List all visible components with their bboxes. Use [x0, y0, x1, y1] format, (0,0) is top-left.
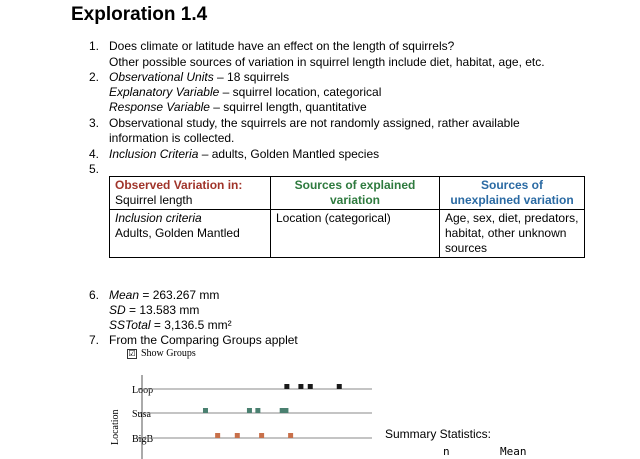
sstotal-value: = 3,136.5 mm²	[150, 318, 232, 332]
item7-line1: From the Comparing Groups applet	[109, 333, 298, 347]
inclusion-value: Adults, Golden Mantled	[115, 226, 240, 240]
header-observed: Observed Variation in:	[115, 178, 243, 192]
group-label-loop: Loop	[132, 385, 154, 396]
mean-value: = 263.267 mm	[139, 288, 220, 302]
item4-text: – adults, Golden Mantled species	[198, 147, 380, 161]
data-point	[235, 433, 240, 438]
item6-line1	[109, 288, 219, 302]
item3-line1: Observational study, the squirrels are not randomly assigned, rather available	[109, 116, 520, 130]
sd-term: SD	[109, 303, 126, 317]
item4-line1	[109, 147, 379, 161]
item2-line2	[109, 85, 381, 99]
item-number-1: 1.	[89, 39, 100, 53]
summary-col-mean: Mean	[500, 445, 527, 458]
data-point	[288, 433, 293, 438]
summary-col-n: n	[443, 445, 450, 458]
item2-line3-term: Response Variable	[109, 100, 210, 114]
header-unexplained: Sources of unexplained variation	[450, 178, 574, 207]
show-groups-label: Show Groups	[141, 348, 196, 359]
item2-line1	[109, 70, 289, 84]
table-cell	[440, 177, 585, 210]
dotplot	[100, 365, 380, 459]
data-point	[308, 384, 313, 389]
data-point	[298, 384, 303, 389]
table-cell	[271, 177, 440, 210]
table-row	[110, 177, 585, 210]
item2-line3-text: – squirrel length, quantitative	[209, 100, 367, 114]
item2-line1-text: – 18 squirrels	[213, 70, 290, 84]
item1-line1: Does climate or latitude have an effect on the length of squirrels?	[109, 39, 455, 53]
item2-line3	[109, 100, 367, 114]
item-number-5: 5.	[89, 162, 100, 176]
item6-line2	[109, 303, 199, 317]
data-point	[247, 408, 252, 413]
item-number-6: 6.	[89, 288, 100, 302]
data-point	[337, 384, 342, 389]
item-number-2: 2.	[89, 70, 100, 84]
data-point	[215, 433, 220, 438]
table-cell	[440, 210, 585, 258]
item6-line3	[109, 318, 232, 332]
item4-term: Inclusion Criteria	[109, 147, 199, 161]
checkbox-icon[interactable]: ☑	[128, 348, 136, 358]
y-axis-label: Location	[110, 409, 121, 445]
inclusion-label: Inclusion criteria	[115, 211, 202, 225]
explained-value: Location (categorical)	[276, 211, 391, 225]
mean-term: Mean	[109, 288, 140, 302]
group-label-susa: Susa	[132, 409, 151, 420]
table-row	[110, 210, 585, 258]
item-number-4: 4.	[89, 147, 100, 161]
item1-line2: Other possible sources of variation in squirrel length include diet, habitat, age, etc.	[109, 55, 545, 69]
show-groups-toggle[interactable]	[127, 348, 196, 359]
table-cell	[110, 177, 271, 210]
item2-line2-text: – squirrel location, categorical	[219, 85, 382, 99]
data-point	[255, 408, 260, 413]
data-point	[284, 384, 289, 389]
table-cell	[271, 210, 440, 258]
unexplained-value: Age, sex, diet, predators, habitat, other unknown sources	[445, 211, 579, 255]
item3-line2: information is collected.	[109, 131, 235, 145]
observed-value: Squirrel length	[115, 193, 193, 207]
item2-line2-term: Explanatory Variable	[109, 85, 220, 99]
data-point	[203, 408, 208, 413]
data-point	[259, 433, 264, 438]
data-point	[283, 408, 288, 413]
table-cell	[110, 210, 271, 258]
sstotal-term: SSTotal	[109, 318, 151, 332]
variation-table	[109, 176, 585, 258]
summary-label: Summary Statistics:	[385, 427, 492, 441]
group-label-bigb: BigB	[132, 434, 154, 445]
item-number-7: 7.	[89, 333, 100, 347]
page-title: Exploration 1.4	[71, 4, 208, 25]
item-number-3: 3.	[89, 116, 100, 130]
item2-line1-term: Observational Units	[109, 70, 214, 84]
sd-value: = 13.583 mm	[125, 303, 200, 317]
header-explained: Sources of explained variation	[294, 178, 416, 207]
